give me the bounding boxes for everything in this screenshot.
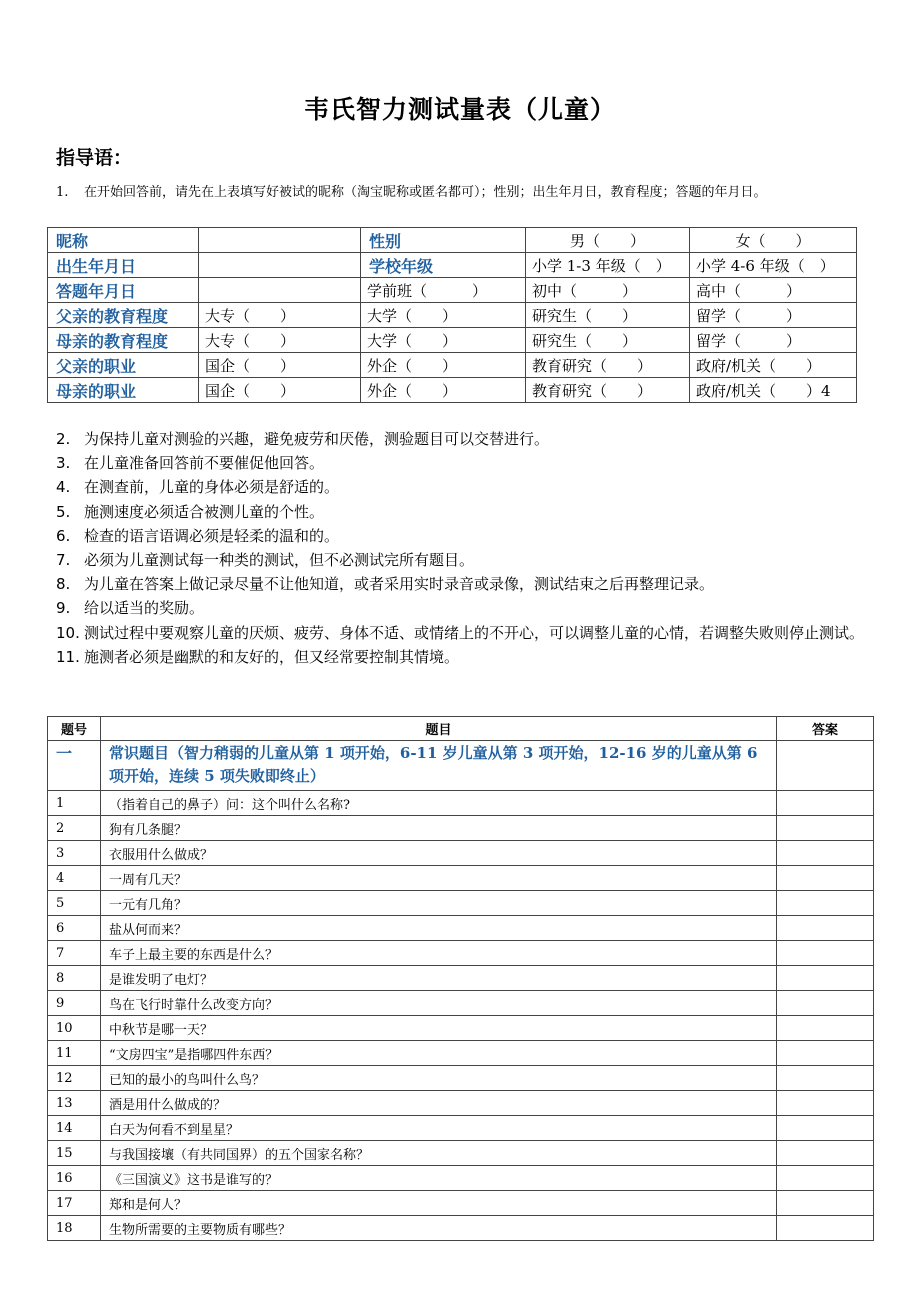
info-row (48, 378, 857, 403)
question-number: 3 (48, 841, 101, 866)
instruction-number: 1. (56, 185, 69, 200)
question-row (48, 891, 874, 916)
question-row (48, 1016, 874, 1041)
answer-cell[interactable] (777, 791, 874, 816)
question-row (48, 966, 874, 991)
question-text: 是谁发明了电灯？ (101, 966, 777, 991)
answer-cell[interactable] (777, 741, 874, 791)
question-table-header (48, 717, 874, 741)
info-field[interactable]: 高中（ ） (690, 278, 857, 303)
question-number: 7 (48, 941, 101, 966)
question-text: 一周有几天？ (101, 866, 777, 891)
header-question: 题目 (101, 717, 777, 741)
section-number: 一 (48, 741, 101, 791)
question-row (48, 1091, 874, 1116)
answer-cell[interactable] (777, 966, 874, 991)
question-number: 14 (48, 1116, 101, 1141)
info-field[interactable]: 大专（ ） (199, 328, 361, 353)
answer-cell[interactable] (777, 1191, 874, 1216)
info-field[interactable]: 教育研究（ ） (526, 353, 690, 378)
question-number: 16 (48, 1166, 101, 1191)
question-table (47, 716, 874, 1241)
instruction-text: 给以适当的奖励。 (84, 599, 205, 618)
instruction-text: 在儿童准备回答前不要催促他回答。 (84, 454, 325, 473)
question-number: 6 (48, 916, 101, 941)
info-field[interactable]: 初中（ ） (526, 278, 690, 303)
instruction-item (56, 500, 876, 524)
answer-cell[interactable] (777, 1041, 874, 1066)
info-field[interactable]: 小学 4-6 年级（ ） (690, 253, 857, 278)
question-number: 11 (48, 1041, 101, 1066)
question-row (48, 866, 874, 891)
question-row (48, 1191, 874, 1216)
question-number: 1 (48, 791, 101, 816)
info-field[interactable]: 大学（ ） (361, 303, 526, 328)
instruction-item (56, 524, 876, 548)
answer-cell[interactable] (777, 941, 874, 966)
question-text: 盐从何而来？ (101, 916, 777, 941)
question-text: 郑和是何人？ (101, 1191, 777, 1216)
question-row (48, 1166, 874, 1191)
instruction-number: 7. (56, 551, 71, 570)
page-title: 韦氏智力测试量表（儿童） (303, 95, 616, 124)
question-text: （指着自己的鼻子）问：这个叫什么名称? (101, 791, 777, 816)
info-label: 父亲的教育程度 (48, 303, 199, 328)
instruction-number: 4. (56, 478, 71, 497)
info-label: 性别 (361, 228, 526, 253)
instruction-number: 5. (56, 502, 71, 521)
question-number: 12 (48, 1066, 101, 1091)
info-label: 母亲的职业 (48, 378, 199, 403)
question-row (48, 1141, 874, 1166)
answer-cell[interactable] (777, 841, 874, 866)
instruction-text: 在测查前，儿童的身体必须是舒适的。 (84, 478, 340, 497)
instruction-text: 为保持儿童对测验的兴趣，避免疲劳和厌倦，测验题目可以交替进行。 (84, 430, 550, 448)
instruction-item (56, 596, 876, 620)
info-field[interactable] (199, 253, 361, 278)
info-field[interactable] (199, 228, 361, 253)
question-text: 已知的最小的鸟叫什么鸟？ (101, 1066, 777, 1091)
instruction-number: 3. (56, 454, 71, 473)
question-text: 白天为何看不到星星？ (101, 1116, 777, 1141)
info-row (48, 328, 857, 353)
question-text: 酒是用什么做成的？ (101, 1091, 777, 1116)
info-field[interactable]: 外企（ ） (361, 378, 526, 403)
question-row (48, 1041, 874, 1066)
section-title: 常识题目（智力稍弱的儿童从第 1 项开始，6-11 岁儿童从第 3 项开始，12-16 岁的儿童从第 6 项开始，连续 5 项失败即终止） (101, 741, 777, 791)
info-label: 母亲的教育程度 (48, 328, 199, 353)
question-number: 5 (48, 891, 101, 916)
instruction-number: 10. (56, 623, 80, 642)
instruction-text: 测试过程中要观察儿童的厌烦、疲劳、身体不适、或情绪上的不开心，可以调整儿童的心情，若调整失败则停止测试。 (84, 623, 865, 642)
info-field[interactable]: 小学 1-3 年级（ ） (526, 253, 690, 278)
instruction-item (56, 548, 876, 572)
info-field[interactable]: 研究生（ ） (526, 303, 690, 328)
question-row (48, 941, 874, 966)
info-field[interactable]: 政府/机关（ ） (690, 353, 857, 378)
info-label: 出生年月日 (48, 253, 199, 278)
question-text: 中秋节是哪一天？ (101, 1016, 777, 1041)
info-field[interactable]: 留学（ ） (690, 328, 857, 353)
info-label: 学校年级 (361, 253, 526, 278)
answer-cell[interactable] (777, 1066, 874, 1091)
instruction-number: 2. (56, 430, 71, 448)
instruction-number: 6. (56, 526, 71, 545)
question-text: 与我国接壤（有共同国界）的五个国家名称？ (101, 1141, 777, 1166)
info-form-table (47, 227, 857, 403)
info-field[interactable]: 国企（ ） (199, 353, 361, 378)
instruction-item (56, 451, 876, 475)
answer-cell[interactable] (777, 891, 874, 916)
info-label: 父亲的职业 (48, 353, 199, 378)
instruction-text: 为儿童在答案上做记录尽量不让他知道，或者采用实时录音或录像，测试结束之后再整理记录。 (84, 575, 715, 594)
instruction-item (56, 645, 876, 669)
question-text: 狗有几条腿？ (101, 816, 777, 841)
question-number: 2 (48, 816, 101, 841)
guide-heading: 指导语： (56, 147, 133, 169)
question-row (48, 991, 874, 1016)
info-row (48, 253, 857, 278)
question-text: 车子上最主要的东西是什么？ (101, 941, 777, 966)
instruction-1 (56, 182, 868, 203)
question-row (48, 816, 874, 841)
question-number: 17 (48, 1191, 101, 1216)
instruction-number: 9. (56, 599, 71, 618)
info-field[interactable]: 教育研究（ ） (526, 378, 690, 403)
info-field[interactable]: 大学（ ） (361, 328, 526, 353)
question-row (48, 916, 874, 941)
question-text: 衣服用什么做成？ (101, 841, 777, 866)
instruction-list (56, 427, 876, 669)
instruction-text: 施测速度必须适合被测儿童的个性。 (84, 502, 325, 521)
question-row (48, 1116, 874, 1141)
section-row (48, 741, 874, 791)
answer-cell[interactable] (777, 1166, 874, 1191)
info-field[interactable]: 大专（ ） (199, 303, 361, 328)
info-label: 昵称 (48, 228, 199, 253)
question-number: 8 (48, 966, 101, 991)
answer-cell[interactable] (777, 1216, 874, 1241)
info-field[interactable]: 外企（ ） (361, 353, 526, 378)
answer-cell[interactable] (777, 1016, 874, 1041)
header-answer: 答案 (777, 717, 874, 741)
info-field[interactable]: 研究生（ ） (526, 328, 690, 353)
info-field[interactable]: 政府/机关（ ）4 (690, 378, 857, 403)
question-text: 鸟在飞行时靠什么改变方向？ (101, 991, 777, 1016)
instruction-item (56, 475, 876, 499)
info-label: 答题年月日 (48, 278, 199, 303)
info-field[interactable]: 女（ ） (690, 228, 857, 253)
answer-cell[interactable] (777, 916, 874, 941)
info-row (48, 278, 857, 303)
question-number: 10 (48, 1016, 101, 1041)
question-number: 9 (48, 991, 101, 1016)
instruction-text: 在开始回答前，请先在上表填写好被试的昵称（淘宝昵称或匿名都可）；性别；出生年月日，教育程度；答题的年月日。 (84, 185, 767, 200)
info-field[interactable] (199, 278, 361, 303)
question-number: 15 (48, 1141, 101, 1166)
question-row (48, 1216, 874, 1241)
instruction-text: 施测者必须是幽默的和友好的，但又经常要控制其情境。 (84, 647, 460, 666)
answer-cell[interactable] (777, 866, 874, 891)
answer-cell[interactable] (777, 1091, 874, 1116)
answer-cell[interactable] (777, 1116, 874, 1141)
question-text: “文房四宝”是指哪四件东西？ (101, 1041, 777, 1066)
instruction-number: 11. (56, 647, 80, 666)
instruction-text: 检查的语言语调必须是轻柔的温和的。 (84, 526, 340, 545)
answer-cell[interactable] (777, 1141, 874, 1166)
instruction-item (56, 621, 876, 645)
info-field[interactable]: 男（ ） (526, 228, 690, 253)
question-row (48, 841, 874, 866)
answer-cell[interactable] (777, 991, 874, 1016)
question-row (48, 1066, 874, 1091)
question-number: 4 (48, 866, 101, 891)
question-text: 《三国演义》这书是谁写的？ (101, 1166, 777, 1191)
question-number: 13 (48, 1091, 101, 1116)
info-field[interactable]: 国企（ ） (199, 378, 361, 403)
header-number: 题号 (48, 717, 101, 741)
question-text: 一元有几角？ (101, 891, 777, 916)
info-row (48, 353, 857, 378)
instruction-item (56, 572, 876, 596)
instruction-item (56, 427, 876, 451)
info-row (48, 228, 857, 253)
instruction-number: 8. (56, 575, 71, 594)
question-text: 生物所需要的主要物质有哪些？ (101, 1216, 777, 1241)
info-field[interactable]: 学前班（ ） (361, 278, 526, 303)
info-row (48, 303, 857, 328)
answer-cell[interactable] (777, 816, 874, 841)
info-field[interactable]: 留学（ ） (690, 303, 857, 328)
question-row (48, 791, 874, 816)
instruction-text: 必须为儿童测试每一种类的测试，但不必测试完所有题目。 (84, 551, 475, 570)
question-number: 18 (48, 1216, 101, 1241)
